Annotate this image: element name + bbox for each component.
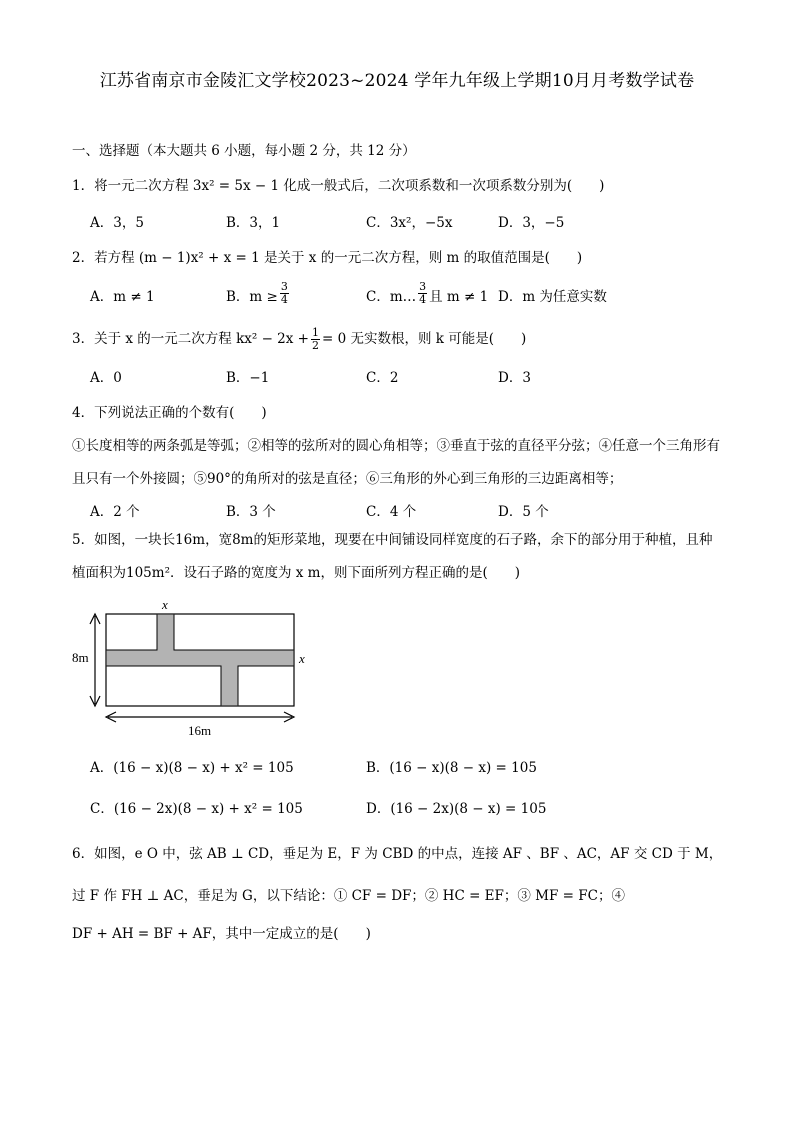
q4-option-a[interactable]: A．2 个	[90, 504, 140, 520]
q1-option-d[interactable]: D．3，−5	[498, 215, 565, 231]
q3-stem-after: = 0 无实数根，则 k 可能是( )	[321, 331, 527, 347]
question-4-stem: 4．下列说法正确的个数有( )	[72, 405, 267, 421]
q1-option-c[interactable]: C．3x²，−5x	[366, 215, 453, 231]
q2-option-b[interactable]	[226, 280, 291, 306]
q2-option-c-tail: 且 m ≠ 1	[429, 289, 489, 305]
q2-option-d[interactable]: D．m 为任意实数	[498, 289, 607, 305]
fraction-numerator: 1	[311, 326, 319, 339]
width-label: 16m	[188, 723, 212, 738]
vertical-path-bottom	[221, 666, 238, 705]
q2-option-a[interactable]: A．m ≠ 1	[90, 289, 155, 305]
question-1-stem: 1．将一元二次方程 3x² = 5x − 1 化成一般式后，二次项系数和一次项系数分别为( )	[72, 178, 605, 194]
garden-figure	[70, 598, 330, 743]
question-2-stem: 2．若方程 (m − 1)x² + x = 1 是关于 x 的一元二次方程，则 m 的取值范围是( )	[72, 250, 583, 266]
question-6-line-3: DF + AH = BF + AF，其中一定成立的是( )	[72, 926, 371, 942]
q3-option-b[interactable]: B．−1	[226, 370, 270, 386]
q5-option-a[interactable]: A．(16 − x)(8 − x) + x² = 105	[90, 760, 294, 776]
q3-option-a[interactable]: A．0	[90, 370, 122, 386]
page-title: 江苏省南京市金陵汇文学校2023~2024 学年九年级上学期10月月考数学试卷	[99, 71, 695, 91]
height-label: 8m	[72, 650, 89, 665]
x-label-top: x	[162, 598, 168, 612]
question-2-options	[90, 280, 730, 306]
question-5-stem: 5．如图，一块长16m，宽8m的矩形菜地，现要在中间铺设同样宽度的石子路，余下的部分用于种植，且种植面积为105m²．设石子路的宽度为 x m，则下面所列方程正确的是( )	[72, 532, 713, 581]
question-1-options	[90, 211, 730, 231]
question-4-options	[90, 500, 730, 520]
q3-option-d[interactable]: D．3	[498, 370, 531, 386]
question-6-line-2: 过 F 作 FH ⊥ AC，垂足为 G，以下结论：① CF = DF；② HC = EF；③ MF = FC；④	[72, 888, 625, 904]
q2-option-c-fraction	[418, 281, 427, 306]
q3-stem-before: 3．关于 x 的一元二次方程 kx² − 2x +	[72, 331, 309, 347]
q1-option-a[interactable]: A．3，5	[90, 215, 144, 231]
q4-option-b[interactable]: B．3 个	[226, 504, 276, 520]
fraction-numerator: 3	[419, 280, 427, 293]
q5-option-d[interactable]: D．(16 − 2x)(8 − x) = 105	[366, 801, 547, 817]
x-label-right: x	[299, 651, 305, 666]
q5-option-c[interactable]: C．(16 − 2x)(8 − x) + x² = 105	[90, 801, 303, 817]
question-4-body: ①长度相等的两条弧是等弧；②相等的弦所对的圆心角相等；③垂直于弦的直径平分弦；④任意一个三角形有且只有一个外接圆；⑤90°的角所对的弦是直径；⑥三角形的外心到三角形的三边距离相等；	[72, 438, 720, 487]
fraction-numerator: 3	[280, 280, 288, 293]
fraction-denominator: 4	[280, 293, 288, 306]
q2-option-b-fraction	[280, 281, 289, 306]
vertical-path-top	[157, 615, 174, 651]
q3-option-c[interactable]: C．2	[366, 370, 399, 386]
question-3-stem	[72, 327, 526, 352]
fraction-denominator: 2	[311, 339, 319, 352]
q4-option-c[interactable]: C．4 个	[366, 504, 417, 520]
question-6-line-1: 6．如图，e O 中，弦 AB ⊥ CD，垂足为 E，F 为 CBD 的中点，连接 AF 、BF 、AC，AF 交 CD 于 M，	[72, 846, 723, 862]
q4-option-d[interactable]: D．5 个	[498, 504, 549, 520]
horizontal-path	[107, 650, 294, 666]
q1-option-b[interactable]: B．3，1	[226, 215, 281, 231]
q5-option-b[interactable]: B．(16 − x)(8 − x) = 105	[366, 760, 537, 776]
q2-option-c[interactable]	[366, 280, 489, 306]
q2-option-b-label: B．m ≥	[226, 289, 278, 305]
q2-option-c-label: C．m…	[366, 289, 417, 305]
fraction-denominator: 4	[419, 293, 427, 306]
section-heading: 一、选择题（本大题共 6 小题，每小题 2 分，共 12 分）	[72, 143, 416, 159]
question-3-options	[90, 366, 730, 386]
q3-fraction	[311, 327, 320, 352]
